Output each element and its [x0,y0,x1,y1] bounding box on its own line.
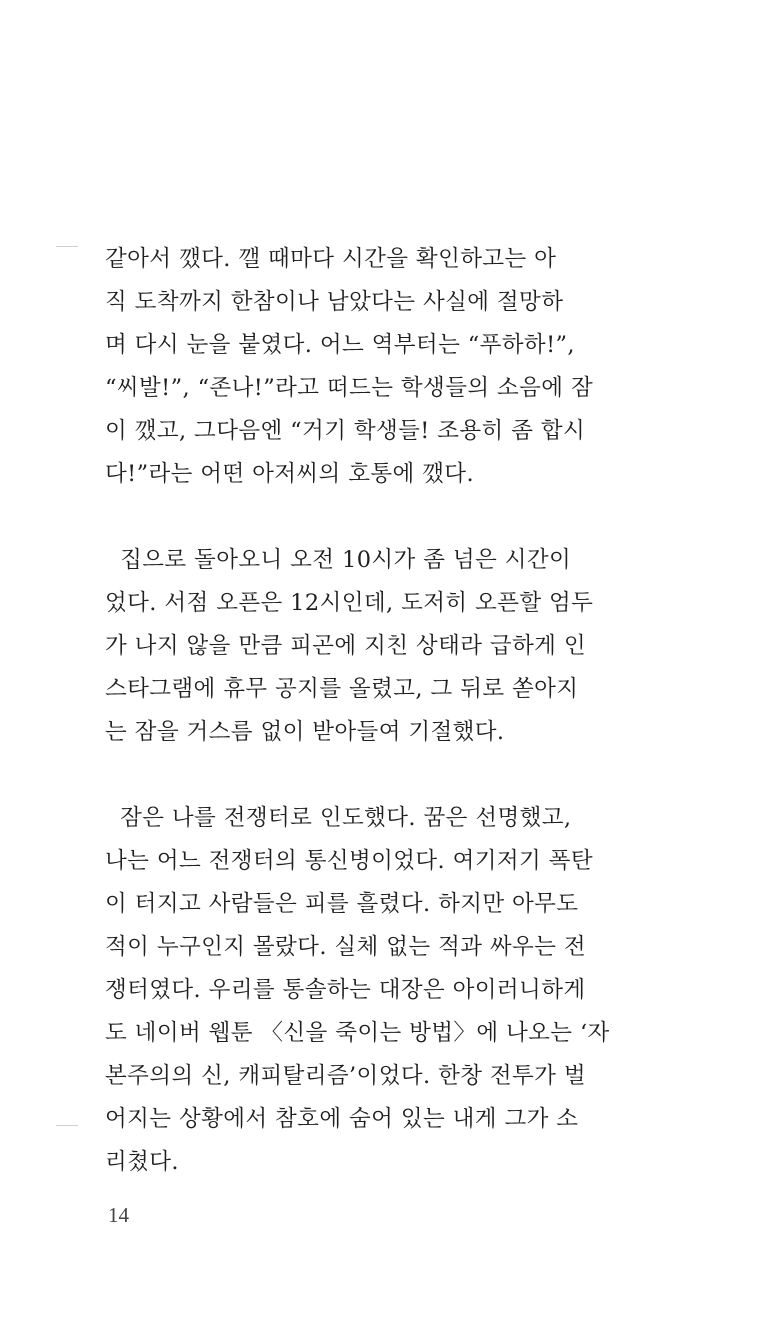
text-line: 도 네이버 웹툰 〈신을 죽이는 방법〉에 나오는 ‘자 [105,1020,610,1046]
paragraph-gap [105,496,645,539]
paragraph-2 [105,539,645,754]
paragraph-1 [105,238,645,496]
text-line: 이 터지고 사람들은 피를 흘렸다. 하지만 아무도 [105,891,579,917]
bottom-margin-mark [56,1125,78,1126]
paragraph-3 [105,797,645,1184]
text-line: 나는 어느 전쟁터의 통신병이었다. 여기저기 폭탄 [105,848,594,874]
text-line: 리쳤다. [105,1149,179,1175]
text-line: 며 다시 눈을 붙였다. 어느 역부터는 “푸하하!”, [105,332,575,358]
page-number: 14 [108,1203,129,1227]
text-line: 집으로 돌아오니 오전 10시가 좀 넘은 시간이 [105,547,572,573]
text-line: “씨발!”, “존나!”라고 떠드는 학생들의 소음에 잠 [105,375,594,401]
paragraph-gap [105,754,645,797]
text-line: 쟁터였다. 우리를 통솔하는 대장은 아이러니하게 [105,977,586,1003]
text-line: 같아서 깼다. 깰 때마다 시간을 확인하고는 아 [105,246,557,272]
text-line: 었다. 서점 오픈은 12시인데, 도저히 오픈할 엄두 [105,590,594,616]
top-margin-mark [56,246,78,247]
text-line: 는 잠을 거스름 없이 받아들여 기절했다. [105,719,505,745]
text-line: 스타그램에 휴무 공지를 올렸고, 그 뒤로 쏟아지 [105,676,579,702]
text-line: 적이 누구인지 몰랐다. 실체 없는 적과 싸우는 전 [105,934,586,960]
text-line: 직 도착까지 한참이나 남았다는 사실에 절망하 [105,289,564,315]
text-line: 본주의의 신, 캐피탈리즘’이었다. 한창 전투가 벌 [105,1063,586,1089]
text-line: 잠은 나를 전쟁터로 인도했다. 꿈은 선명했고, [105,805,572,831]
text-line: 다!”라는 어떤 아저씨의 호통에 깼다. [105,461,474,487]
text-line: 이 깼고, 그다음엔 “거기 학생들! 조용히 좀 합시 [105,418,586,444]
text-line: 가 나지 않을 만큼 피곤에 지친 상태라 급하게 인 [105,633,586,659]
text-line: 어지는 상황에서 참호에 숨어 있는 내게 그가 소 [105,1106,579,1132]
body-text [105,238,645,1184]
